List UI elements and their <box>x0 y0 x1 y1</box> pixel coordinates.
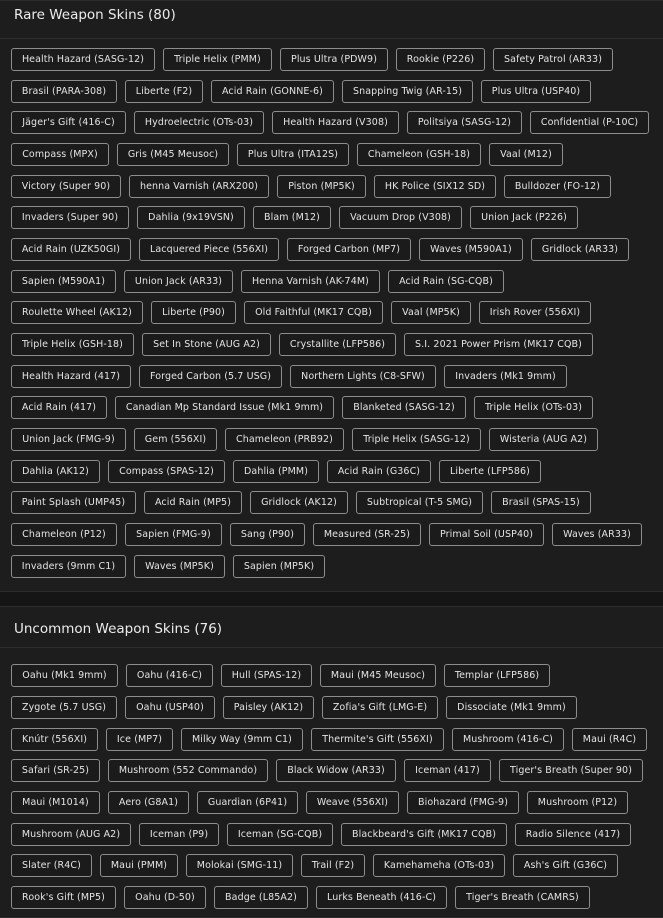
skin-chip-acid-rain-sg-cqb[interactable]: Acid Rain (SG-CQB) <box>388 270 504 293</box>
skin-chip-liberte-p90[interactable]: Liberte (P90) <box>151 301 236 324</box>
skin-chip-iceman-sg-cqb[interactable]: Iceman (SG-CQB) <box>227 823 333 846</box>
skin-chip-forged-carbon-5-7-usg[interactable]: Forged Carbon (5.7 USG) <box>139 365 282 388</box>
skin-chip-paint-splash-ump45[interactable]: Paint Splash (UMP45) <box>11 491 136 514</box>
skin-chip-ash-s-gift-g36c[interactable]: Ash's Gift (G36C) <box>513 854 618 877</box>
skin-chip-acid-rain-mp5[interactable]: Acid Rain (MP5) <box>144 491 242 514</box>
skin-chip-chameleon-gsh-18[interactable]: Chameleon (GSH-18) <box>357 143 481 166</box>
skin-chip-milky-way-9mm-c1[interactable]: Milky Way (9mm C1) <box>181 728 303 751</box>
skin-chip-acid-rain-g36c[interactable]: Acid Rain (G36C) <box>327 460 431 483</box>
skin-chip-ice-mp7[interactable]: Ice (MP7) <box>106 728 173 751</box>
skin-chip-aero-g8a1[interactable]: Aero (G8A1) <box>108 791 189 814</box>
skin-chip-templar-lfp586[interactable]: Templar (LFP586) <box>444 664 550 687</box>
skin-chip-union-jack-p226[interactable]: Union Jack (P226) <box>470 206 578 229</box>
skin-chip-health-hazard-sasg-12[interactable]: Health Hazard (SASG-12) <box>11 48 155 71</box>
skin-chip-compass-mpx[interactable]: Compass (MPX) <box>11 143 109 166</box>
skin-chip-victory-super-90[interactable]: Victory (Super 90) <box>11 175 121 198</box>
skin-chip-vaal-m12[interactable]: Vaal (M12) <box>489 143 563 166</box>
skin-chip-mushroom-aug-a2[interactable]: Mushroom (AUG A2) <box>11 823 131 846</box>
skin-chip-set-in-stone-aug-a2[interactable]: Set In Stone (AUG A2) <box>142 333 271 356</box>
skin-chip-hydroelectric-ots-03[interactable]: Hydroelectric (OTs-03) <box>134 111 264 134</box>
skin-chip-waves-mp5k[interactable]: Waves (MP5K) <box>134 555 225 578</box>
skin-chip-northern-lights-c8-sfw[interactable]: Northern Lights (C8-SFW) <box>290 365 436 388</box>
skin-chip-maui-m45-meusoc[interactable]: Maui (M45 Meusoc) <box>320 664 436 687</box>
skin-chip-compass-spas-12[interactable]: Compass (SPAS-12) <box>108 460 225 483</box>
skin-chip-piston-mp5k[interactable]: Piston (MP5K) <box>277 175 366 198</box>
skin-chip-mushroom-p12[interactable]: Mushroom (P12) <box>527 791 628 814</box>
skin-chip-invaders-super-90[interactable]: Invaders (Super 90) <box>11 206 129 229</box>
skin-chip-mushroom-552-commando[interactable]: Mushroom (552 Commando) <box>108 759 268 782</box>
skin-chip-tiger-s-breath-super-90[interactable]: Tiger's Breath (Super 90) <box>499 759 643 782</box>
skin-chip-plus-ultra-usp40[interactable]: Plus Ultra (USP40) <box>481 80 591 103</box>
skin-chip-snapping-twig-ar-15[interactable]: Snapping Twig (AR-15) <box>342 80 473 103</box>
skin-chip-health-hazard-417[interactable]: Health Hazard (417) <box>11 365 131 388</box>
skin-chip-oahu-usp40[interactable]: Oahu (USP40) <box>125 696 215 719</box>
skin-chip-mushroom-416-c[interactable]: Mushroom (416-C) <box>452 728 564 751</box>
skin-chip-acid-rain-gonne-6[interactable]: Acid Rain (GONNE-6) <box>211 80 334 103</box>
uncommon-skins-panel <box>0 606 663 918</box>
skin-chip-primal-soil-usp40[interactable]: Primal Soil (USP40) <box>429 523 544 546</box>
rare-skins-header <box>0 1 663 39</box>
skin-chip-measured-sr-25[interactable]: Measured (SR-25) <box>313 523 421 546</box>
skin-chip-gem-556xi[interactable]: Gem (556XI) <box>134 428 217 451</box>
skin-chip-biohazard-fmg-9[interactable]: Biohazard (FMG-9) <box>407 791 519 814</box>
skin-chip-j-ger-s-gift-416-c[interactable]: Jäger's Gift (416-C) <box>11 111 126 134</box>
skin-chip-dissociate-mk1-9mm[interactable]: Dissociate (Mk1 9mm) <box>446 696 577 719</box>
skin-chip-plus-ultra-pdw9[interactable]: Plus Ultra (PDW9) <box>280 48 388 71</box>
skin-chip-old-faithful-mk17-cqb[interactable]: Old Faithful (MK17 CQB) <box>244 301 383 324</box>
skin-chip-sapien-m590a1[interactable]: Sapien (M590A1) <box>11 270 116 293</box>
skin-chip-kamehameha-ots-03[interactable]: Kamehameha (OTs-03) <box>373 854 505 877</box>
skin-chip-union-jack-ar33[interactable]: Union Jack (AR33) <box>124 270 233 293</box>
skin-chip-trail-f2[interactable]: Trail (F2) <box>301 854 365 877</box>
skin-chip-bulldozer-fo-12[interactable]: Bulldozer (FO-12) <box>504 175 611 198</box>
skin-chip-oahu-416-c[interactable]: Oahu (416-C) <box>126 664 213 687</box>
uncommon-skins-title: Uncommon Weapon Skins (76) <box>14 621 223 637</box>
skin-chip-subtropical-t-5-smg[interactable]: Subtropical (T-5 SMG) <box>356 491 483 514</box>
skin-chip-weave-556xi[interactable]: Weave (556XI) <box>306 791 399 814</box>
skin-chip-rookie-p226[interactable]: Rookie (P226) <box>396 48 485 71</box>
skin-chip-blackbeard-s-gift-mk17-cqb[interactable]: Blackbeard's Gift (MK17 CQB) <box>341 823 507 846</box>
skin-chip-invaders-9mm-c1[interactable]: Invaders (9mm C1) <box>11 555 126 578</box>
skin-chip-maui-r4c[interactable]: Maui (R4C) <box>572 728 647 751</box>
skin-chip-liberte-lfp586[interactable]: Liberte (LFP586) <box>439 460 541 483</box>
skin-chip-safari-sr-25[interactable]: Safari (SR-25) <box>11 759 100 782</box>
skin-chip-sapien-mp5k[interactable]: Sapien (MP5K) <box>233 555 325 578</box>
skin-chip-triple-helix-gsh-18[interactable]: Triple Helix (GSH-18) <box>11 333 134 356</box>
skin-chip-irish-rover-556xi[interactable]: Irish Rover (556XI) <box>479 301 591 324</box>
skin-chip-zofia-s-gift-lmg-e[interactable]: Zofia's Gift (LMG-E) <box>322 696 438 719</box>
skin-chip-maui-m1014[interactable]: Maui (M1014) <box>11 791 100 814</box>
skin-chip-forged-carbon-mp7[interactable]: Forged Carbon (MP7) <box>287 238 411 261</box>
skin-chip-hk-police-six12-sd[interactable]: HK Police (SIX12 SD) <box>374 175 496 198</box>
skin-chip-dahlia-pmm[interactable]: Dahlia (PMM) <box>233 460 319 483</box>
skin-chip-safety-patrol-ar33[interactable]: Safety Patrol (AR33) <box>493 48 613 71</box>
skin-chip-sapien-fmg-9[interactable]: Sapien (FMG-9) <box>125 523 222 546</box>
skin-chip-vaal-mp5k[interactable]: Vaal (MP5K) <box>391 301 471 324</box>
skin-chip-molokai-smg-11[interactable]: Molokai (SMG-11) <box>186 854 293 877</box>
skin-chip-thermite-s-gift-556xi[interactable]: Thermite's Gift (556XI) <box>311 728 444 751</box>
skin-chip-henna-varnish-arx200[interactable]: henna Varnish (ARX200) <box>129 175 269 198</box>
skin-chip-vacuum-drop-v308[interactable]: Vacuum Drop (V308) <box>339 206 462 229</box>
skin-chip-hull-spas-12[interactable]: Hull (SPAS-12) <box>221 664 312 687</box>
rare-skins-title: Rare Weapon Skins (80) <box>14 7 176 23</box>
skin-chip-brasil-spas-15[interactable]: Brasil (SPAS-15) <box>491 491 591 514</box>
skin-chip-waves-m590a1[interactable]: Waves (M590A1) <box>419 238 523 261</box>
skin-chip-lacquered-piece-556xi[interactable]: Lacquered Piece (556XI) <box>139 238 279 261</box>
skin-chip-acid-rain-uzk50gi[interactable]: Acid Rain (UZK50GI) <box>11 238 131 261</box>
skin-chip-tiger-s-breath-camrs[interactable]: Tiger's Breath (CAMRS) <box>455 886 590 909</box>
skin-chip-kn-tr-556xi[interactable]: Knútr (556XI) <box>11 728 98 751</box>
skin-chip-lurks-beneath-416-c[interactable]: Lurks Beneath (416-C) <box>316 886 447 909</box>
skin-chip-triple-helix-ots-03[interactable]: Triple Helix (OTs-03) <box>474 396 593 419</box>
skin-chip-health-hazard-v308[interactable]: Health Hazard (V308) <box>272 111 399 134</box>
skin-chip-brasil-para-308[interactable]: Brasil (PARA-308) <box>11 80 117 103</box>
skin-chip-rook-s-gift-mp5[interactable]: Rook's Gift (MP5) <box>11 886 116 909</box>
skin-chip-invaders-mk1-9mm[interactable]: Invaders (Mk1 9mm) <box>444 365 567 388</box>
skin-chip-dahlia-ak12[interactable]: Dahlia (AK12) <box>11 460 100 483</box>
uncommon-skins-header <box>0 607 663 648</box>
skin-chip-politsiya-sasg-12[interactable]: Politsiya (SASG-12) <box>407 111 522 134</box>
skin-chip-s-i-2021-power-prism-mk17-cqb[interactable]: S.I. 2021 Power Prism (MK17 CQB) <box>404 333 593 356</box>
skin-chip-badge-l85a2[interactable]: Badge (L85A2) <box>214 886 308 909</box>
skin-chip-acid-rain-417[interactable]: Acid Rain (417) <box>11 396 107 419</box>
skin-chip-zygote-5-7-usg[interactable]: Zygote (5.7 USG) <box>11 696 117 719</box>
skin-chip-gridlock-ar33[interactable]: Gridlock (AR33) <box>531 238 629 261</box>
skin-chip-sang-p90[interactable]: Sang (P90) <box>230 523 305 546</box>
skin-chip-crystallite-lfp586[interactable]: Crystallite (LFP586) <box>279 333 396 356</box>
skin-chip-liberte-f2[interactable]: Liberte (F2) <box>125 80 203 103</box>
skin-chip-maui-pmm[interactable]: Maui (PMM) <box>100 854 178 877</box>
skin-chip-blam-m12[interactable]: Blam (M12) <box>253 206 331 229</box>
skin-chip-oahu-d-50[interactable]: Oahu (D-50) <box>124 886 206 909</box>
skin-chip-chameleon-prb92[interactable]: Chameleon (PRB92) <box>225 428 344 451</box>
skin-chip-iceman-417[interactable]: Iceman (417) <box>404 759 491 782</box>
skin-chip-paisley-ak12[interactable]: Paisley (AK12) <box>223 696 314 719</box>
skin-chip-dahlia-9x19vsn[interactable]: Dahlia (9x19VSN) <box>137 206 245 229</box>
skin-chip-triple-helix-sasg-12[interactable]: Triple Helix (SASG-12) <box>352 428 481 451</box>
skin-chip-oahu-mk1-9mm[interactable]: Oahu (Mk1 9mm) <box>11 664 118 687</box>
skin-chip-iceman-p9[interactable]: Iceman (P9) <box>139 823 219 846</box>
skin-chip-gridlock-ak12[interactable]: Gridlock (AK12) <box>250 491 348 514</box>
skin-chip-canadian-mp-standard-issue-mk1-9mm[interactable]: Canadian Mp Standard Issue (Mk1 9mm) <box>115 396 334 419</box>
skin-chip-slater-r4c[interactable]: Slater (R4C) <box>11 854 92 877</box>
skin-chip-roulette-wheel-ak12[interactable]: Roulette Wheel (AK12) <box>11 301 143 324</box>
skin-chip-chameleon-p12[interactable]: Chameleon (P12) <box>11 523 117 546</box>
skin-chip-waves-ar33[interactable]: Waves (AR33) <box>552 523 642 546</box>
skin-chip-blanketed-sasg-12[interactable]: Blanketed (SASG-12) <box>342 396 466 419</box>
skin-chip-confidential-p-10c[interactable]: Confidential (P-10C) <box>530 111 649 134</box>
skin-chip-wisteria-aug-a2[interactable]: Wisteria (AUG A2) <box>489 428 598 451</box>
skin-chip-black-widow-ar33[interactable]: Black Widow (AR33) <box>276 759 396 782</box>
skin-chip-triple-helix-pmm[interactable]: Triple Helix (PMM) <box>163 48 272 71</box>
skin-chip-gris-m45-meusoc[interactable]: Gris (M45 Meusoc) <box>117 143 229 166</box>
skin-chip-guardian-6p41[interactable]: Guardian (6P41) <box>197 791 298 814</box>
skin-chip-radio-silence-417[interactable]: Radio Silence (417) <box>515 823 631 846</box>
skin-chip-plus-ultra-ita12s[interactable]: Plus Ultra (ITA12S) <box>237 143 349 166</box>
skin-chip-union-jack-fmg-9[interactable]: Union Jack (FMG-9) <box>11 428 126 451</box>
skin-chip-henna-varnish-ak-74m[interactable]: Henna Varnish (AK-74M) <box>241 270 380 293</box>
